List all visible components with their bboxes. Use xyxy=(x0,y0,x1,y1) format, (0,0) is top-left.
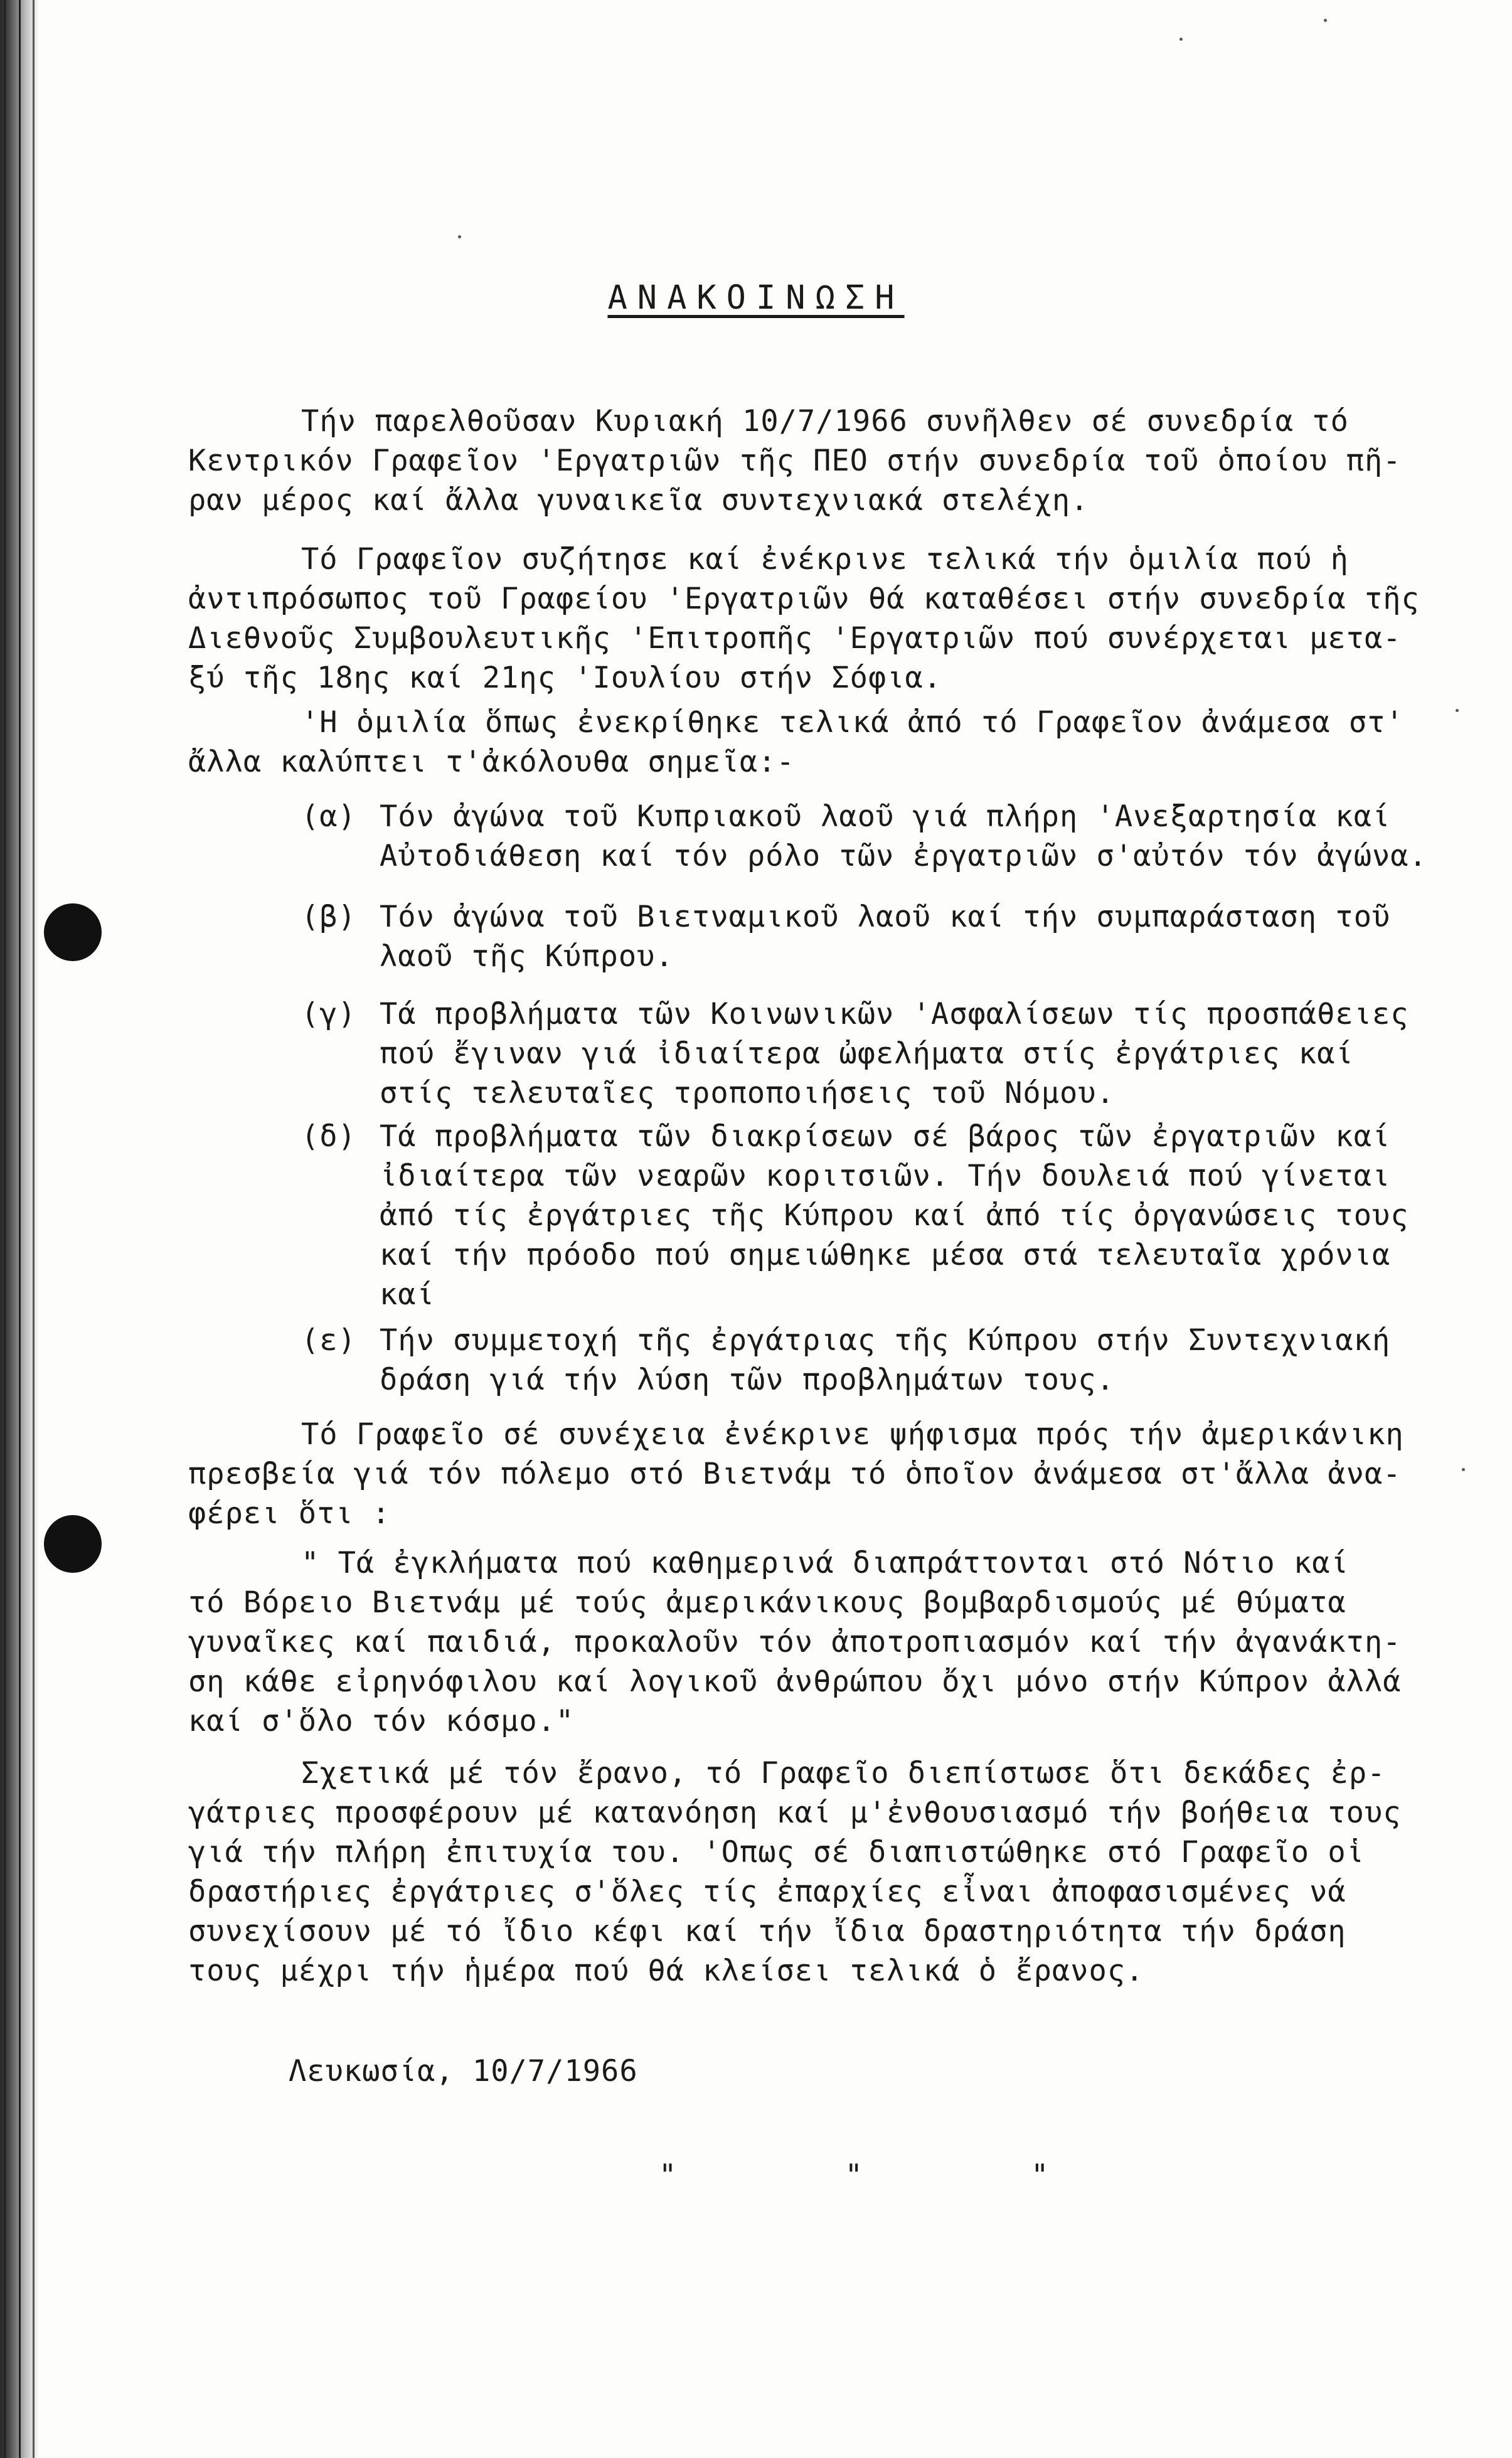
quote-line: ση κάθε εἰρηνόφιλου καί λογικοῦ ἀνθρώπου ὄχι μόνο στήν Κύπρον ἀλλά xyxy=(188,1664,1402,1699)
ditto-marks: " " " xyxy=(659,2158,1124,2193)
paragraph-line: πρεσβεία γιά τόν πόλεμο στό Βιετνάμ τό ὁποῖον ἀνάμεσα στ'ἄλλα ἀνα- xyxy=(188,1457,1402,1491)
binding-line xyxy=(33,0,35,2458)
quote-line: γυναῖκες καί παιδιά, προκαλοῦν τόν ἀποτροπιασμόν καί τήν ἀγανάκτη- xyxy=(188,1625,1402,1659)
speck xyxy=(1179,38,1183,41)
paragraph-line: συνεχίσουν μέ τό ἴδιο κέφι καί τήν ἴδια δραστηριότητα τήν δράση xyxy=(188,1914,1346,1949)
binding-line xyxy=(19,0,21,2458)
list-item-line: δράση γιά τήν λύση τῶν προβλημάτων τους. xyxy=(380,1363,1115,1397)
list-item-line: Τόν ἀγώνα τοῦ Κυπριακοῦ λαοῦ γιά πλήρη 'Ανεξαρτησία καί xyxy=(380,799,1391,834)
place-date: Λευκωσία, 10/7/1966 xyxy=(289,2054,638,2088)
list-item-label: (γ) xyxy=(301,997,356,1031)
paragraph-line: φέρει ὅτι : xyxy=(188,1496,391,1531)
list-item-line: ἀπό τίς ἐργάτριες τῆς Κύπρου καί ἀπό τίς ὀργανώσεις τους xyxy=(380,1198,1409,1233)
list-item-line: στίς τελευταῖες τροποποιήσεις τοῦ Νόμου. xyxy=(380,1076,1115,1110)
intro-line: Κεντρικόν Γραφεῖον 'Εργατριῶν τῆς ΠΕΟ στήν συνεδρία τοῦ ὁποίου πῆ- xyxy=(188,444,1402,478)
paragraph-line: τους μέχρι τήν ἡμέρα πού θά κλείσει τελικά ὁ ἔρανος. xyxy=(188,1954,1144,1988)
paragraph-line: Τό Γραφεῖον συζήτησε καί ἐνέκρινε τελικά τήν ὁμιλία πού ἡ xyxy=(301,542,1349,577)
paragraph-line: ἀντιπρόσωπος τοῦ Γραφείου 'Εργατριῶν θά καταθέσει στήν συνεδρία τῆς xyxy=(188,582,1420,616)
paragraph-line: ξύ τῆς 18ης καί 21ης 'Ιουλίου στήν Σόφια. xyxy=(188,661,942,695)
paragraph-line: γιά τήν πλήρη ἐπιτυχία του. 'Οπως σέ διαπιστώθηκε στό Γραφεῖο οἱ xyxy=(188,1835,1365,1870)
speck xyxy=(1324,19,1327,22)
paragraph-line: γάτριες προσφέρουν μέ κατανόηση καί μ'ἐνθουσιασμό τήν βοήθεια τους xyxy=(188,1796,1402,1830)
page-title: ΑΝΑΚΟΙΝΩΣΗ xyxy=(607,279,905,317)
paragraph-line: 'Η ὁμιλία ὅπως ἐνεκρίθηκε τελικά ἀπό τό Γραφεῖον ἀνάμεσα στ' xyxy=(301,705,1404,740)
paragraph-line: Διεθνοῦς Συμβουλευτικῆς 'Επιτροπῆς 'Εργατριῶν πού συνέρχεται μετα- xyxy=(188,621,1402,656)
list-item-line: Αὐτοδιάθεση καί τόν ρόλο τῶν ἐργατριῶν σ'αὐτόν τόν ἀγώνα. xyxy=(380,839,1427,873)
paragraph-line: Τό Γραφεῖο σέ συνέχεια ἐνέκρινε ψήφισμα πρός τήν ἀμερικάνικη xyxy=(301,1417,1404,1452)
list-item-line: Τήν συμμετοχή τῆς ἐργάτριας τῆς Κύπρου στήν Συντεχνιακή xyxy=(380,1323,1391,1358)
paragraph-line: Σχετικά μέ τόν ἔρανο, τό Γραφεῖο διεπίστωσε ὅτι δεκάδες ἐρ- xyxy=(301,1756,1386,1790)
punch-hole xyxy=(44,1515,102,1573)
list-item-line: Τά προβλήματα τῶν διακρίσεων σέ βάρος τῶν ἐργατριῶν καί xyxy=(380,1119,1391,1154)
list-item-label: (ε) xyxy=(301,1323,356,1358)
list-item-label: (β) xyxy=(301,900,356,934)
quote-line: τό Βόρειο Βιετνάμ μέ τούς ἀμερικάνικους βομβαρδισμούς μέ θύματα xyxy=(188,1585,1346,1620)
list-item-label: (α) xyxy=(301,799,356,834)
list-item-line: καί τήν πρόοδο πού σημειώθηκε μέσα στά τελευταῖα χρόνια xyxy=(380,1238,1391,1272)
list-item-line: λαοῦ τῆς Κύπρου. xyxy=(380,939,674,974)
binding-line xyxy=(4,0,6,2458)
list-item-line: καί xyxy=(380,1277,435,1312)
intro-line: ραν μέρος καί ἄλλα γυναικεῖα συντεχνιακά στελέχη. xyxy=(188,483,1089,518)
list-item-line: ἰδιαίτερα τῶν νεαρῶν κοριτσιῶν. Τήν δουλειά πού γίνεται xyxy=(380,1159,1391,1193)
list-item-line: Τά προβλήματα τῶν Κοινωνικῶν 'Ασφαλίσεων τίς προσπάθειες xyxy=(380,997,1409,1031)
quote-line: καί σ'ὅλο τόν κόσμο." xyxy=(188,1704,575,1738)
list-item-label: (δ) xyxy=(301,1119,356,1154)
paragraph-line: δραστήριες ἐργάτριες σ'ὅλες τίς ἐπαρχίες εἶναι ἀποφασισμένες νά xyxy=(188,1875,1346,1909)
speck xyxy=(458,235,461,238)
paragraph-line: ἄλλα καλύπτει τ'ἀκόλουθα σημεῖα:- xyxy=(188,745,795,779)
quote-line: " Τά ἐγκλήματα πού καθημερινά διαπράττονται στό Νότιο καί xyxy=(301,1546,1349,1580)
punch-hole xyxy=(44,903,102,961)
list-item-line: πού ἔγιναν γιά ἰδιαίτερα ὠφελήματα στίς ἐργάτριες καί xyxy=(380,1036,1354,1071)
intro-line: Τήν παρελθοῦσαν Κυριακή 10/7/1966 συνῆλθεν σέ συνεδρία τό xyxy=(301,404,1349,439)
list-item-line: Τόν ἀγώνα τοῦ Βιετναμικοῦ λαοῦ καί τήν συμπαράσταση τοῦ xyxy=(380,900,1391,934)
